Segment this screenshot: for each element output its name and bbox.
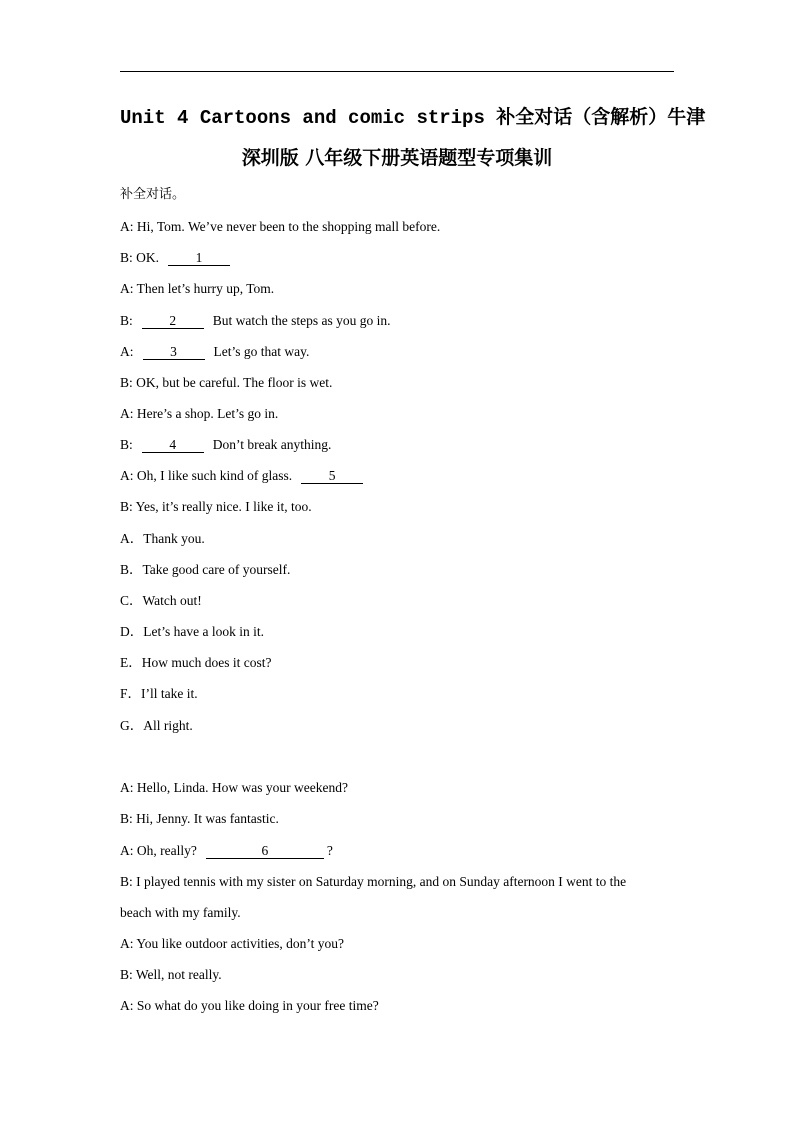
option-d: D．Let’s have a look in it.	[120, 624, 264, 639]
dialogue1-line-5-text: Let’s go that way.	[213, 344, 310, 359]
blank-1[interactable]: 1	[168, 250, 230, 266]
option-a: A．Thank you.	[120, 531, 205, 546]
dialogue1-line-6: B: OK, but be careful. The floor is wet.	[120, 375, 333, 390]
option-e: E．How much does it cost?	[120, 655, 272, 670]
dialogue1-line-4	[120, 312, 391, 330]
option-c: C．Watch out!	[120, 593, 202, 608]
dialogue1-line-8-speaker: B:	[120, 437, 133, 452]
dialogue1-line-2	[120, 249, 233, 267]
page-title-line-1	[120, 105, 706, 130]
blank-5[interactable]: 5	[301, 468, 363, 484]
dialogue1-line-9-text: A: Oh, I like such kind of glass.	[120, 468, 293, 483]
title-english: Unit 4 Cartoons and comic strips	[120, 107, 497, 129]
dialogue1-line-5	[120, 343, 309, 361]
dialogue2-line-8: A: So what do you like doing in your free time?	[120, 998, 379, 1013]
page-title-line-2: 深圳版 八年级下册英语题型专项集训	[241, 147, 553, 169]
dialogue1-line-3: A: Then let’s hurry up, Tom.	[120, 281, 275, 296]
dialogue2-line-6: A: You like outdoor activities, don’t you?	[120, 936, 344, 951]
dialogue2-line-3-question-mark: ?	[326, 843, 333, 858]
dialogue2-line-3	[120, 842, 333, 860]
dialogue2-line-1: A: Hello, Linda. How was your weekend?	[120, 780, 348, 795]
title-chinese: 补全对话（含解析）牛津	[496, 106, 706, 128]
option-b: B．Take good care of yourself.	[120, 562, 291, 577]
blank-2[interactable]: 2	[142, 313, 204, 329]
dialogue1-line-4-speaker: B:	[120, 313, 133, 328]
dialogue1-line-1: A: Hi, Tom. We’ve never been to the shopping mall before.	[120, 219, 441, 234]
dialogue1-line-8	[120, 436, 331, 454]
dialogue2-line-3-text: A: Oh, really?	[120, 843, 197, 858]
dialogue2-line-4: B: I played tennis with my sister on Saturday morning, and on Sunday afternoon I went to the	[120, 874, 627, 889]
option-f: F．I’ll take it.	[120, 686, 198, 701]
dialogue1-line-10: B: Yes, it’s really nice. I like it, too.	[120, 499, 312, 514]
dialogue1-line-5-speaker: A:	[120, 344, 134, 359]
dialogue1-line-2-text: B: OK.	[120, 250, 160, 265]
blank-4[interactable]: 4	[142, 437, 204, 453]
option-g: G．All right.	[120, 718, 193, 733]
dialogue2-line-2: B: Hi, Jenny. It was fantastic.	[120, 811, 279, 826]
dialogue2-line-5: beach with my family.	[120, 905, 241, 920]
dialogue1-line-8-text: Don’t break anything.	[212, 437, 332, 452]
header-rule	[120, 71, 674, 72]
dialogue1-line-7: A: Here’s a shop. Let’s go in.	[120, 406, 279, 421]
dialogue2-line-7: B: Well, not really.	[120, 967, 222, 982]
dialogue1-line-9	[120, 467, 366, 485]
blank-3[interactable]: 3	[143, 344, 205, 360]
blank-6[interactable]: 6	[206, 843, 324, 859]
instruction: 补全对话。	[120, 187, 186, 202]
dialogue1-line-4-text: But watch the steps as you go in.	[212, 313, 391, 328]
